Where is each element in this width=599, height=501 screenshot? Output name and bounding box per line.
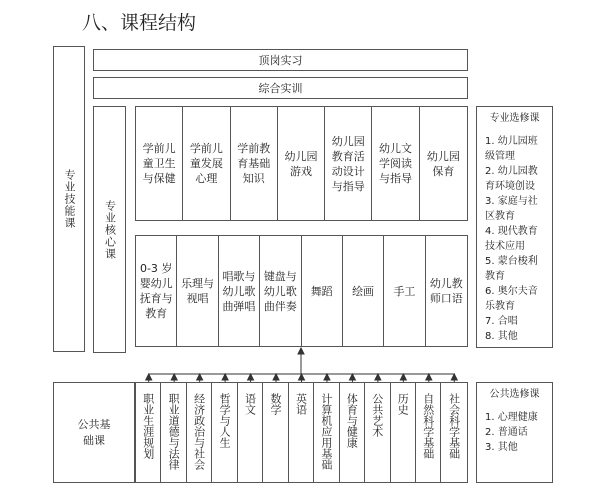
public-course-cell-label: 英语 xyxy=(294,393,308,415)
core-course-cell-label: 0-3 岁婴幼儿抚育与教育 xyxy=(139,262,173,320)
core-course-cell-label: 幼儿园教育活动设计与指导 xyxy=(331,134,365,193)
public-course-cell-label: 职业生涯规划 xyxy=(141,393,155,459)
public-course-cell xyxy=(136,383,161,482)
connector-arrow xyxy=(324,374,330,380)
connector-arrow xyxy=(451,374,457,380)
connector-arrow xyxy=(273,374,279,380)
elective-item: 7. 合唱 xyxy=(485,316,518,327)
public-course-cell-label: 哲学与人生 xyxy=(218,393,232,448)
public-course-cell xyxy=(314,383,339,482)
connector-arrow xyxy=(146,374,152,380)
public-course-cell xyxy=(365,383,390,482)
connector-arrow xyxy=(299,374,305,380)
elective-item: 2. 普通话 xyxy=(485,427,528,438)
elective-item: 5. 蒙台梭利教育 xyxy=(485,256,538,282)
public-courses-box xyxy=(135,382,468,483)
main-arrow xyxy=(298,348,304,354)
core-course-cell-label: 舞蹈 xyxy=(310,284,333,298)
public-course-cell xyxy=(289,383,314,482)
public-course-cell-label: 公共艺术 xyxy=(370,393,384,437)
core-course-cell-label: 唱歌与幼儿歌曲弹唱 xyxy=(222,269,256,313)
core-course-cell-label: 学前儿童发展心理 xyxy=(189,142,223,185)
public-course-cell-label: 体育与健康 xyxy=(345,393,359,448)
professional-elective-heading: 专业选修课 xyxy=(489,113,540,124)
public-elective-list xyxy=(485,410,544,455)
connector-arrow xyxy=(349,374,355,380)
page-title: 八、课程结构 xyxy=(82,12,197,34)
connector-arrow xyxy=(400,374,406,380)
core-course-cell-label: 幼儿文学阅读与指导 xyxy=(379,142,413,185)
core-course-cell-label: 学前儿童卫生与保健 xyxy=(142,142,176,185)
public-course-cell xyxy=(238,383,263,482)
connector-arrow xyxy=(248,374,254,380)
elective-item: 1. 心理健康 xyxy=(485,412,538,423)
public-course-cell-label: 语文 xyxy=(243,393,257,415)
public-elective-heading: 公共选修课 xyxy=(489,389,540,400)
public-course-cell-label: 数学 xyxy=(268,393,282,415)
core-course-cell-label: 学前教育基础知识 xyxy=(237,142,271,185)
public-course-cell xyxy=(441,383,466,482)
core-course-cell-label: 幼儿园游戏 xyxy=(284,149,318,178)
comprehensive-training-label: 综合实训 xyxy=(258,82,303,95)
internship-label: 顶岗实习 xyxy=(258,54,303,67)
core-course-cell-label: 幼儿教师口语 xyxy=(429,277,463,305)
connector-arrow xyxy=(426,374,432,380)
connector-arrow xyxy=(375,374,381,380)
public-course-cell xyxy=(340,383,365,482)
public-course-cell-label: 历史 xyxy=(396,393,410,415)
core-courses-label: 专业核心课 xyxy=(103,199,117,260)
core-course-cell-label: 乐理与视唱 xyxy=(181,277,215,305)
core-course-cell-label: 幼儿园保育 xyxy=(426,149,460,178)
core-course-cell-label: 键盘与幼儿歌曲伴奏 xyxy=(263,269,297,313)
public-elective-box xyxy=(476,382,553,483)
public-course-cell-label: 计算机应用基础 xyxy=(319,393,333,470)
public-course-cell-label: 职业道德与法律 xyxy=(167,393,181,470)
core-course-cell-label: 绘画 xyxy=(352,284,375,298)
elective-item: 6. 奥尔夫音乐教育 xyxy=(485,286,538,312)
public-basic-label: 公共基础课 xyxy=(77,417,111,447)
elective-item: 3. 其他 xyxy=(485,442,518,453)
public-course-cell xyxy=(416,383,441,482)
public-course-cell xyxy=(263,383,288,482)
public-course-cell xyxy=(161,383,186,482)
elective-item: 1. 幼儿园班级管理 xyxy=(485,136,538,162)
public-course-cell xyxy=(391,383,416,482)
elective-item: 4. 现代教育技术应用 xyxy=(485,226,538,252)
public-basic-box xyxy=(53,382,135,483)
elective-item: 2. 幼儿园教育环境创设 xyxy=(485,166,538,192)
connector-arrow xyxy=(171,374,177,380)
elective-item: 3. 家庭与社区教育 xyxy=(485,196,538,222)
public-course-cell-label: 经济政治与社会 xyxy=(192,393,206,470)
public-course-cell xyxy=(212,383,237,482)
connector-arrow xyxy=(197,374,203,380)
public-course-cell-label: 社会科学基础 xyxy=(447,393,461,459)
public-course-cell-label: 自然科学基础 xyxy=(421,393,435,459)
connector-arrow xyxy=(222,374,228,380)
elective-item: 8. 其他 xyxy=(485,331,518,342)
professional-skills-label: 专业技能课 xyxy=(63,169,76,229)
public-course-cell xyxy=(187,383,212,482)
core-course-cell-label: 手工 xyxy=(393,284,416,298)
